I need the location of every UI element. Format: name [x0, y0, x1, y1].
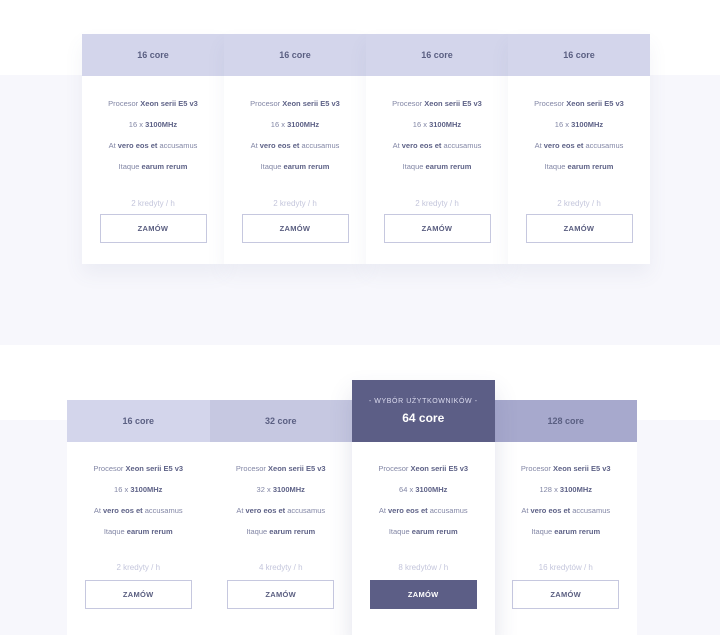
- plan-price: 8 kredytów / h: [398, 563, 449, 572]
- plan-card: [82, 34, 224, 264]
- order-button[interactable]: ZAMÓW: [227, 580, 334, 609]
- plan-card: [366, 34, 508, 264]
- spec-cpu: Procesor Xeon serii E5 v3: [534, 99, 624, 108]
- plan-name: 128 core: [495, 400, 638, 442]
- plan-specs: [495, 442, 638, 549]
- plan-card-featured: [352, 380, 495, 635]
- plan-price: 2 kredyty / h: [557, 199, 601, 208]
- plan-name: 16 core: [224, 34, 366, 76]
- spec-cpu: Procesor Xeon serii E5 v3: [108, 99, 198, 108]
- plan-price: 2 kredyty / h: [116, 563, 161, 572]
- order-button[interactable]: ZAMÓW: [242, 214, 349, 243]
- spec-cpu: Procesor Xeon serii E5 v3: [392, 99, 482, 108]
- spec-line4: Itaque earum rerum: [103, 527, 173, 536]
- spec-line3: At vero eos et accusamus: [534, 141, 624, 150]
- spec-cores: 16 x 3100MHz: [114, 485, 163, 494]
- plan-card: [67, 380, 210, 635]
- plan-name: 16 core: [82, 34, 224, 76]
- spec-cpu: Procesor Xeon serii E5 v3: [235, 464, 326, 473]
- plan-specs: [82, 76, 224, 184]
- plan-name: 16 core: [508, 34, 650, 76]
- plan-specs: [224, 76, 366, 184]
- plan-specs: [210, 442, 353, 549]
- pricing-row-bottom: [67, 380, 637, 635]
- spec-line3: At vero eos et accusamus: [236, 506, 326, 515]
- plan-specs: [508, 76, 650, 184]
- plan-card: [495, 380, 638, 635]
- plan-price: 2 kredyty / h: [273, 199, 317, 208]
- spec-line4: Itaque earum rerum: [260, 162, 330, 171]
- plan-specs: [67, 442, 210, 549]
- plan-card: [224, 34, 366, 264]
- pricing-row-top: [82, 34, 650, 264]
- plan-price: 2 kredyty / h: [131, 199, 175, 208]
- spec-line3: At vero eos et accusamus: [93, 506, 183, 515]
- plan-header-featured: [352, 380, 495, 442]
- spec-cpu: Procesor Xeon serii E5 v3: [378, 464, 469, 473]
- order-button[interactable]: ZAMÓW: [384, 214, 491, 243]
- order-button[interactable]: ZAMÓW: [85, 580, 192, 609]
- spec-line3: At vero eos et accusamus: [250, 141, 340, 150]
- spec-line4: Itaque earum rerum: [402, 162, 472, 171]
- spec-line4: Itaque earum rerum: [118, 162, 188, 171]
- plan-price: 4 kredyty / h: [258, 563, 303, 572]
- spec-cpu: Procesor Xeon serii E5 v3: [520, 464, 611, 473]
- plan-specs: [366, 76, 508, 184]
- plan-card: [508, 34, 650, 264]
- spec-cores: 32 x 3100MHz: [256, 485, 305, 494]
- plan-name: 64 core: [402, 410, 445, 425]
- spec-line3: At vero eos et accusamus: [108, 141, 198, 150]
- spec-cpu: Procesor Xeon serii E5 v3: [250, 99, 340, 108]
- plan-name: 16 core: [67, 400, 210, 442]
- plan-name: 32 core: [210, 400, 353, 442]
- plan-name: 16 core: [366, 34, 508, 76]
- spec-line4: Itaque earum rerum: [544, 162, 614, 171]
- spec-line3: At vero eos et accusamus: [392, 141, 482, 150]
- spec-line3: At vero eos et accusamus: [521, 506, 611, 515]
- spec-cores: 64 x 3100MHz: [399, 485, 448, 494]
- spec-cores: 16 x 3100MHz: [128, 120, 178, 129]
- order-button[interactable]: ZAMÓW: [370, 580, 477, 609]
- spec-line3: At vero eos et accusamus: [378, 506, 468, 515]
- order-button[interactable]: ZAMÓW: [512, 580, 619, 609]
- users-choice-badge: - WYBÓR UŻYTKOWNIKÓW -: [368, 397, 478, 405]
- spec-line4: Itaque earum rerum: [388, 527, 458, 536]
- plan-price: 2 kredyty / h: [415, 199, 459, 208]
- order-button[interactable]: ZAMÓW: [526, 214, 633, 243]
- plan-price: 16 kredytów / h: [538, 563, 593, 572]
- spec-cores: 16 x 3100MHz: [270, 120, 320, 129]
- spec-line4: Itaque earum rerum: [531, 527, 601, 536]
- plan-card: [210, 380, 353, 635]
- spec-cores: 128 x 3100MHz: [539, 485, 593, 494]
- spec-cpu: Procesor Xeon serii E5 v3: [93, 464, 184, 473]
- spec-cores: 16 x 3100MHz: [412, 120, 462, 129]
- spec-line4: Itaque earum rerum: [246, 527, 316, 536]
- order-button[interactable]: ZAMÓW: [100, 214, 207, 243]
- spec-cores: 16 x 3100MHz: [554, 120, 604, 129]
- plan-specs: [352, 442, 495, 549]
